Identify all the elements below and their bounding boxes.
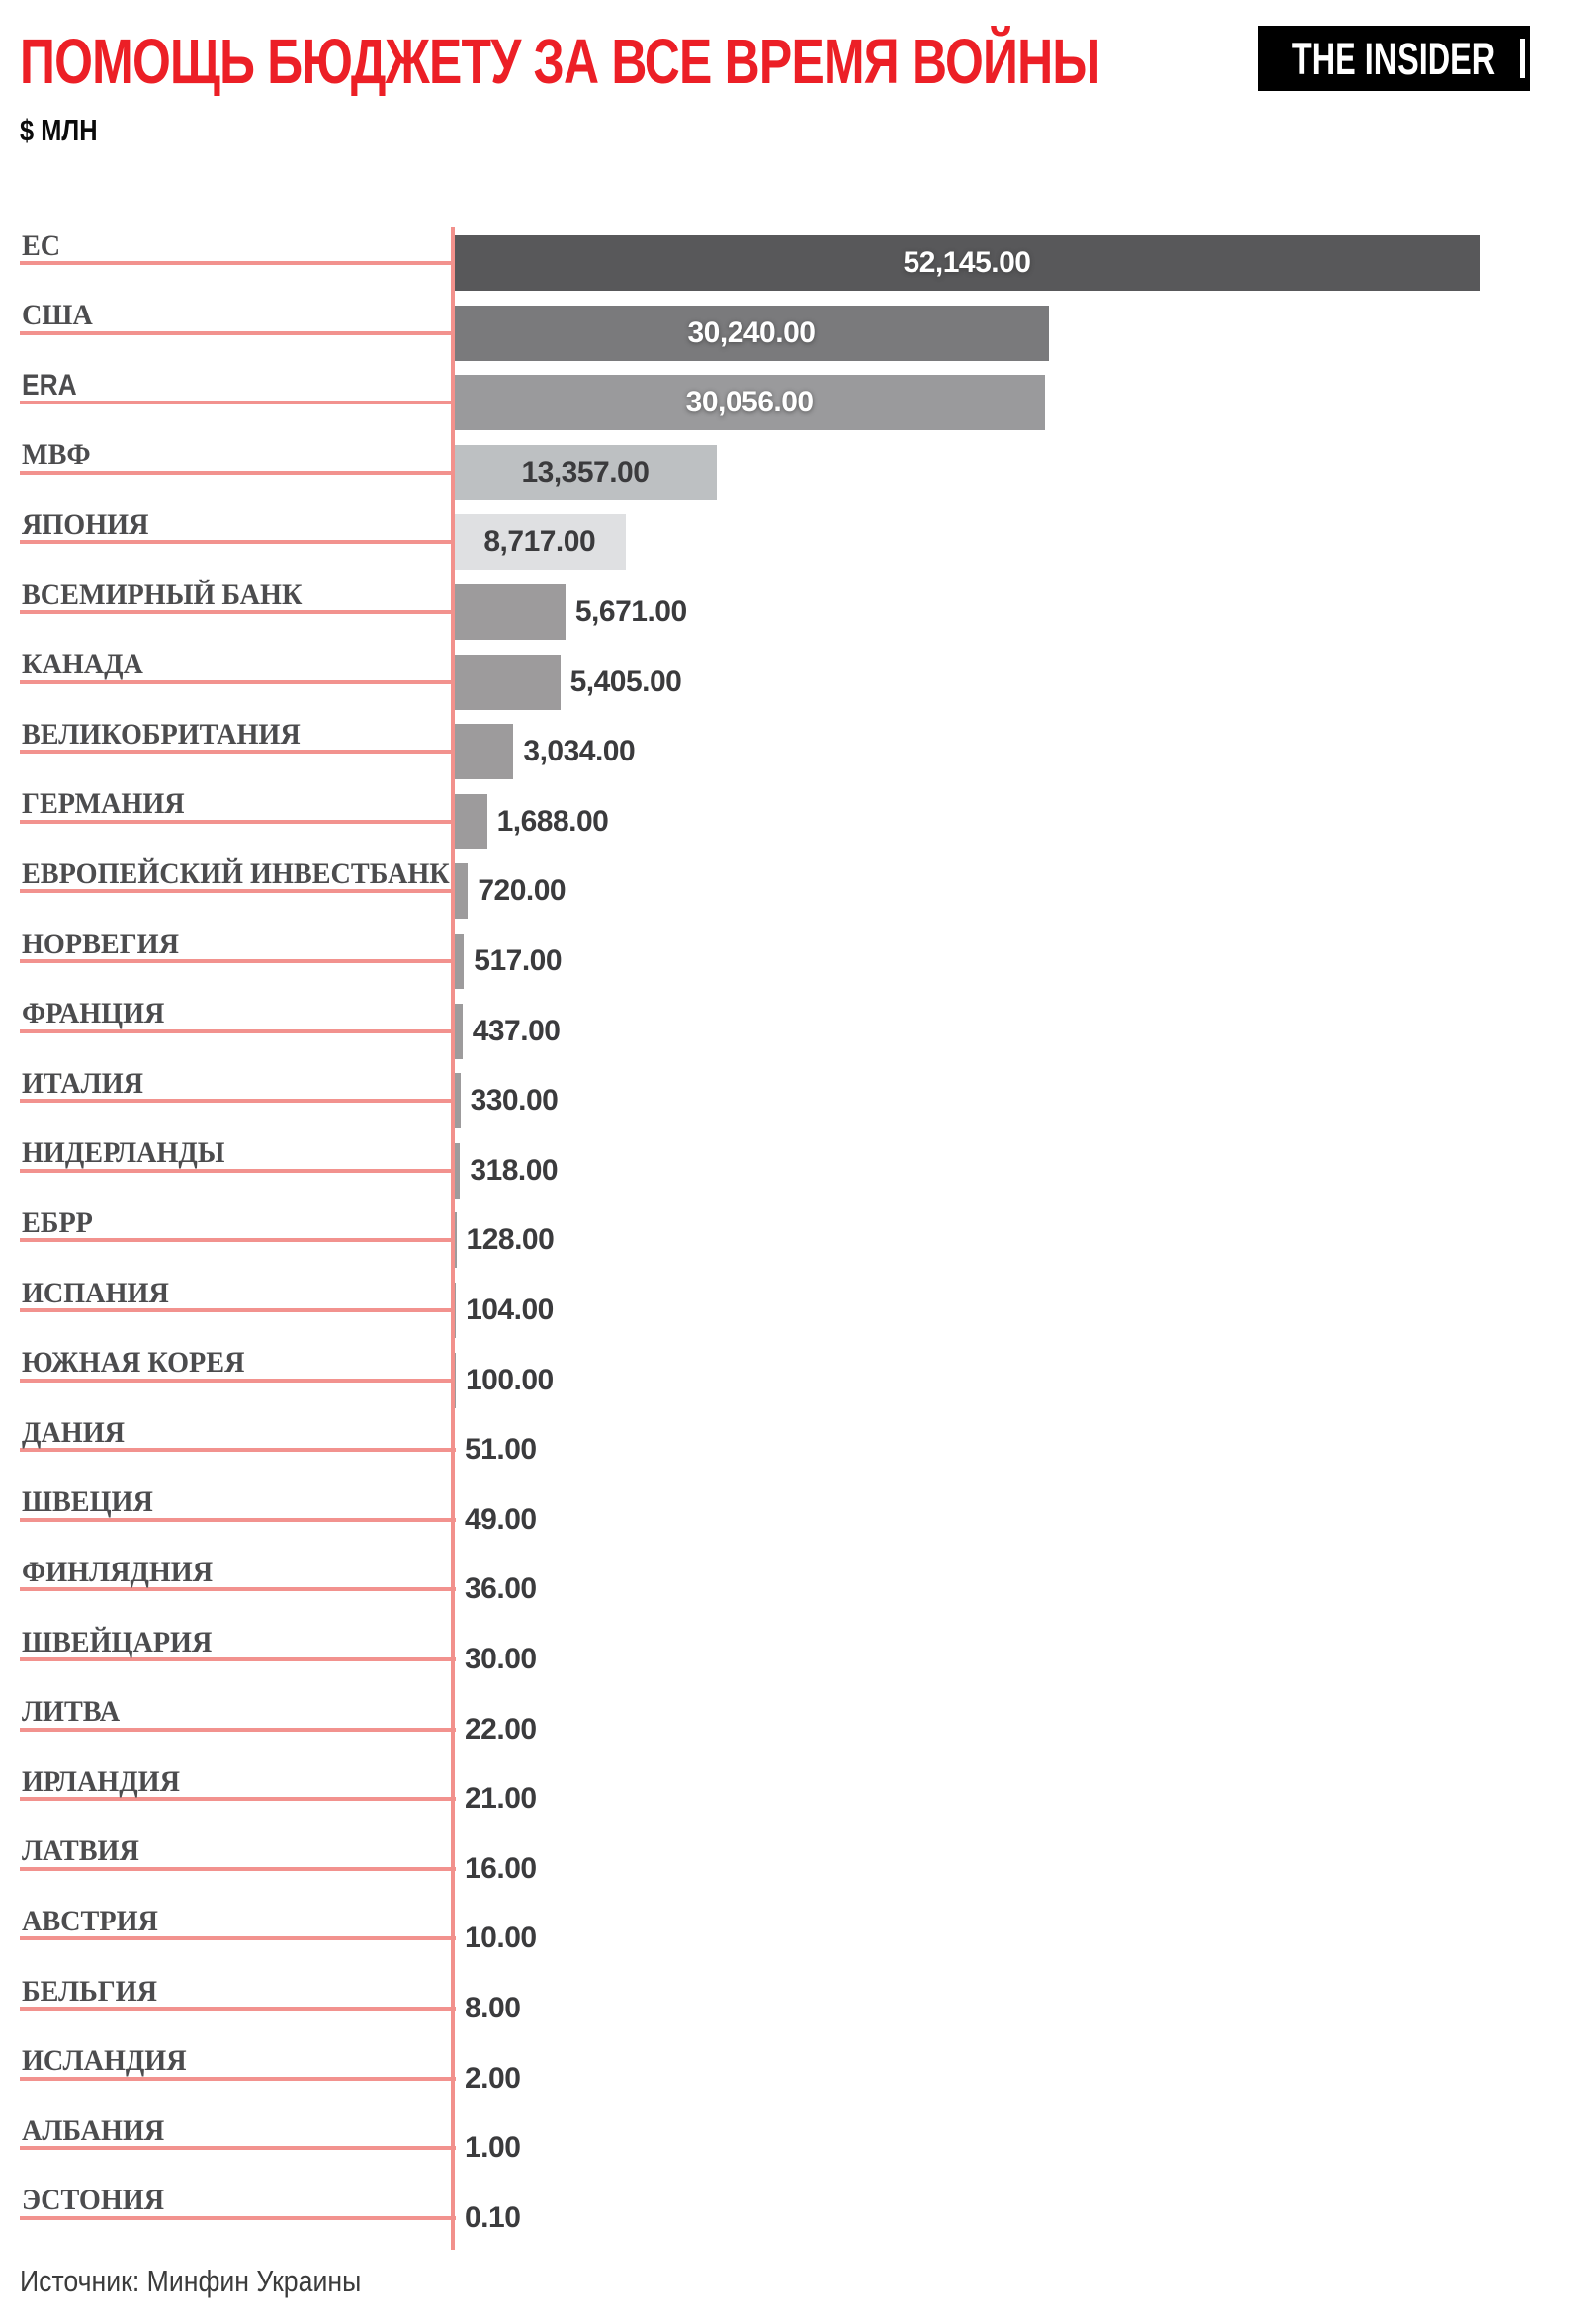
bar-row <box>0 228 1570 291</box>
bar-row <box>0 717 1570 779</box>
label-underline <box>20 1518 456 1522</box>
value-label: 30,240.00 <box>687 315 816 349</box>
value-label: 0.10 <box>465 2200 521 2234</box>
bar-row <box>0 1625 1570 1687</box>
category-label: ЛИТВА <box>22 1695 121 1729</box>
category-label: ЛАТВИЯ <box>22 1834 139 1868</box>
chart-axis-line <box>451 227 455 2250</box>
bar-row <box>0 648 1570 710</box>
category-label: США <box>22 299 93 332</box>
label-underline <box>20 1448 456 1452</box>
value-label: 22.00 <box>465 1712 537 1745</box>
value-label: 8.00 <box>465 1992 521 2024</box>
bar-row <box>0 1276 1570 1338</box>
label-underline <box>20 1099 456 1103</box>
bar-row <box>0 1834 1570 1897</box>
bar-row <box>0 1346 1570 1408</box>
value-label: 21.00 <box>465 1782 537 1816</box>
value-label: 30,056.00 <box>685 386 814 419</box>
category-label: АЛБАНИЯ <box>22 2113 165 2147</box>
value-label: 517.00 <box>474 944 563 977</box>
label-underline <box>20 471 456 475</box>
value-label: 3,034.00 <box>523 735 636 768</box>
bar-row <box>0 1695 1570 1757</box>
value-label: 13,357.00 <box>521 455 650 489</box>
bar-row <box>0 1555 1570 1617</box>
category-label: ИРЛАНДИЯ <box>22 1764 180 1798</box>
label-underline <box>20 1657 456 1661</box>
bar-row <box>0 1415 1570 1477</box>
bar-row <box>0 368 1570 430</box>
label-underline <box>20 540 456 544</box>
category-label: НОРВЕГИЯ <box>22 927 179 960</box>
category-label: ЕБРР <box>22 1206 93 1239</box>
bar-row <box>0 2044 1570 2106</box>
label-underline <box>20 1728 456 1732</box>
label-underline <box>20 331 456 335</box>
label-underline <box>20 2216 456 2220</box>
bar-row <box>0 1206 1570 1268</box>
label-underline <box>20 2146 456 2150</box>
label-underline <box>20 261 456 265</box>
category-label: ФИНЛЯДНИЯ <box>22 1555 214 1588</box>
value-label: 128.00 <box>466 1223 555 1257</box>
bar-row <box>0 1066 1570 1128</box>
category-label: ЮЖНАЯ КОРЕЯ <box>22 1346 245 1380</box>
value-label: 16.00 <box>465 1851 537 1885</box>
label-underline <box>20 401 456 404</box>
bar <box>454 934 464 989</box>
bar-row <box>0 927 1570 989</box>
label-underline <box>20 610 456 614</box>
category-label: ШВЕЙЦАРИЯ <box>22 1625 213 1658</box>
value-label: 51.00 <box>465 1433 537 1467</box>
bar <box>454 514 626 570</box>
category-label: ЕВРОПЕЙСКИЙ ИНВЕСТБАНК <box>22 856 450 890</box>
bar-row <box>0 299 1570 361</box>
bar <box>454 794 487 849</box>
bar <box>454 724 513 779</box>
value-label: 10.00 <box>465 1922 537 1955</box>
label-underline <box>20 1587 456 1591</box>
category-label: ЭСТОНИЯ <box>22 2184 165 2217</box>
label-underline <box>20 1308 456 1312</box>
bar-row <box>0 1904 1570 1966</box>
label-underline <box>20 1169 456 1173</box>
value-label: 2.00 <box>465 2061 521 2095</box>
category-label: ГЕРМАНИЯ <box>22 787 185 821</box>
bar <box>454 306 1049 361</box>
label-underline <box>20 2077 456 2081</box>
category-label: НИДЕРЛАНДЫ <box>22 1136 225 1170</box>
bar-row <box>0 2113 1570 2176</box>
label-underline <box>20 1867 456 1871</box>
bar-row <box>0 787 1570 849</box>
category-label: КАНАДА <box>22 648 143 681</box>
label-underline <box>20 1797 456 1801</box>
category-label: ДАНИЯ <box>22 1415 126 1449</box>
category-label: МВФ <box>22 438 91 472</box>
bar-row <box>0 507 1570 570</box>
value-label: 30.00 <box>465 1643 537 1675</box>
bar <box>454 1004 463 1059</box>
bar-row <box>0 1136 1570 1199</box>
value-label: 5,405.00 <box>569 665 682 698</box>
bar-row <box>0 997 1570 1059</box>
value-label: 36.00 <box>465 1572 537 1606</box>
category-label: ИСПАНИЯ <box>22 1276 169 1309</box>
category-label: ШВЕЦИЯ <box>22 1485 153 1519</box>
value-label: 720.00 <box>478 874 567 908</box>
bar-row <box>0 1764 1570 1827</box>
value-label: 318.00 <box>470 1153 559 1187</box>
logo-text: THE INSIDER <box>1292 33 1496 84</box>
bar-row <box>0 1485 1570 1548</box>
category-label: ERA <box>22 368 77 402</box>
category-label: ВЕЛИКОБРИТАНИЯ <box>22 717 301 751</box>
source-note: Источник: Минфин Украины <box>20 2264 362 2298</box>
category-label: ИТАЛИЯ <box>22 1066 144 1100</box>
label-underline <box>20 680 456 684</box>
label-underline <box>20 889 456 893</box>
category-label: ФРАНЦИЯ <box>22 997 165 1030</box>
units-label: $ МЛН <box>20 113 98 147</box>
bar-row <box>0 578 1570 640</box>
value-label: 5,671.00 <box>574 595 687 628</box>
bar <box>454 235 1480 291</box>
value-label: 104.00 <box>466 1294 554 1326</box>
label-underline <box>20 1029 456 1033</box>
label-underline <box>20 1379 456 1383</box>
value-label: 330.00 <box>470 1084 559 1117</box>
bar-row <box>0 2184 1570 2246</box>
label-underline <box>20 1238 456 1242</box>
value-label: 52,145.00 <box>903 246 1031 279</box>
value-label: 1.00 <box>465 2131 521 2165</box>
bar <box>454 445 717 500</box>
label-underline <box>20 959 456 963</box>
label-underline <box>20 750 456 754</box>
bar-row <box>0 856 1570 919</box>
value-label: 8,717.00 <box>483 525 596 559</box>
label-underline <box>20 2007 456 2011</box>
category-label: ЕС <box>22 228 61 262</box>
category-label: АВСТРИЯ <box>22 1904 158 1937</box>
bar <box>454 584 566 640</box>
page-title: ПОМОЩЬ БЮДЖЕТУ ЗА ВСЕ ВРЕМЯ ВОЙНЫ <box>20 26 1100 97</box>
bar <box>454 655 561 710</box>
bar <box>454 375 1045 430</box>
category-label: ИСЛАНДИЯ <box>22 2044 187 2078</box>
label-underline <box>20 820 456 824</box>
bar <box>454 863 468 919</box>
category-label: ВСЕМИРНЫЙ БАНК <box>22 578 303 611</box>
category-label: ЯПОНИЯ <box>22 507 149 541</box>
value-label: 1,688.00 <box>496 804 609 838</box>
category-label: БЕЛЬГИЯ <box>22 1974 157 2008</box>
value-label: 49.00 <box>465 1502 537 1536</box>
bar-row <box>0 1974 1570 2036</box>
label-underline <box>20 1936 456 1940</box>
value-label: 437.00 <box>472 1014 561 1047</box>
bar-row <box>0 438 1570 500</box>
value-label: 100.00 <box>465 1363 554 1396</box>
